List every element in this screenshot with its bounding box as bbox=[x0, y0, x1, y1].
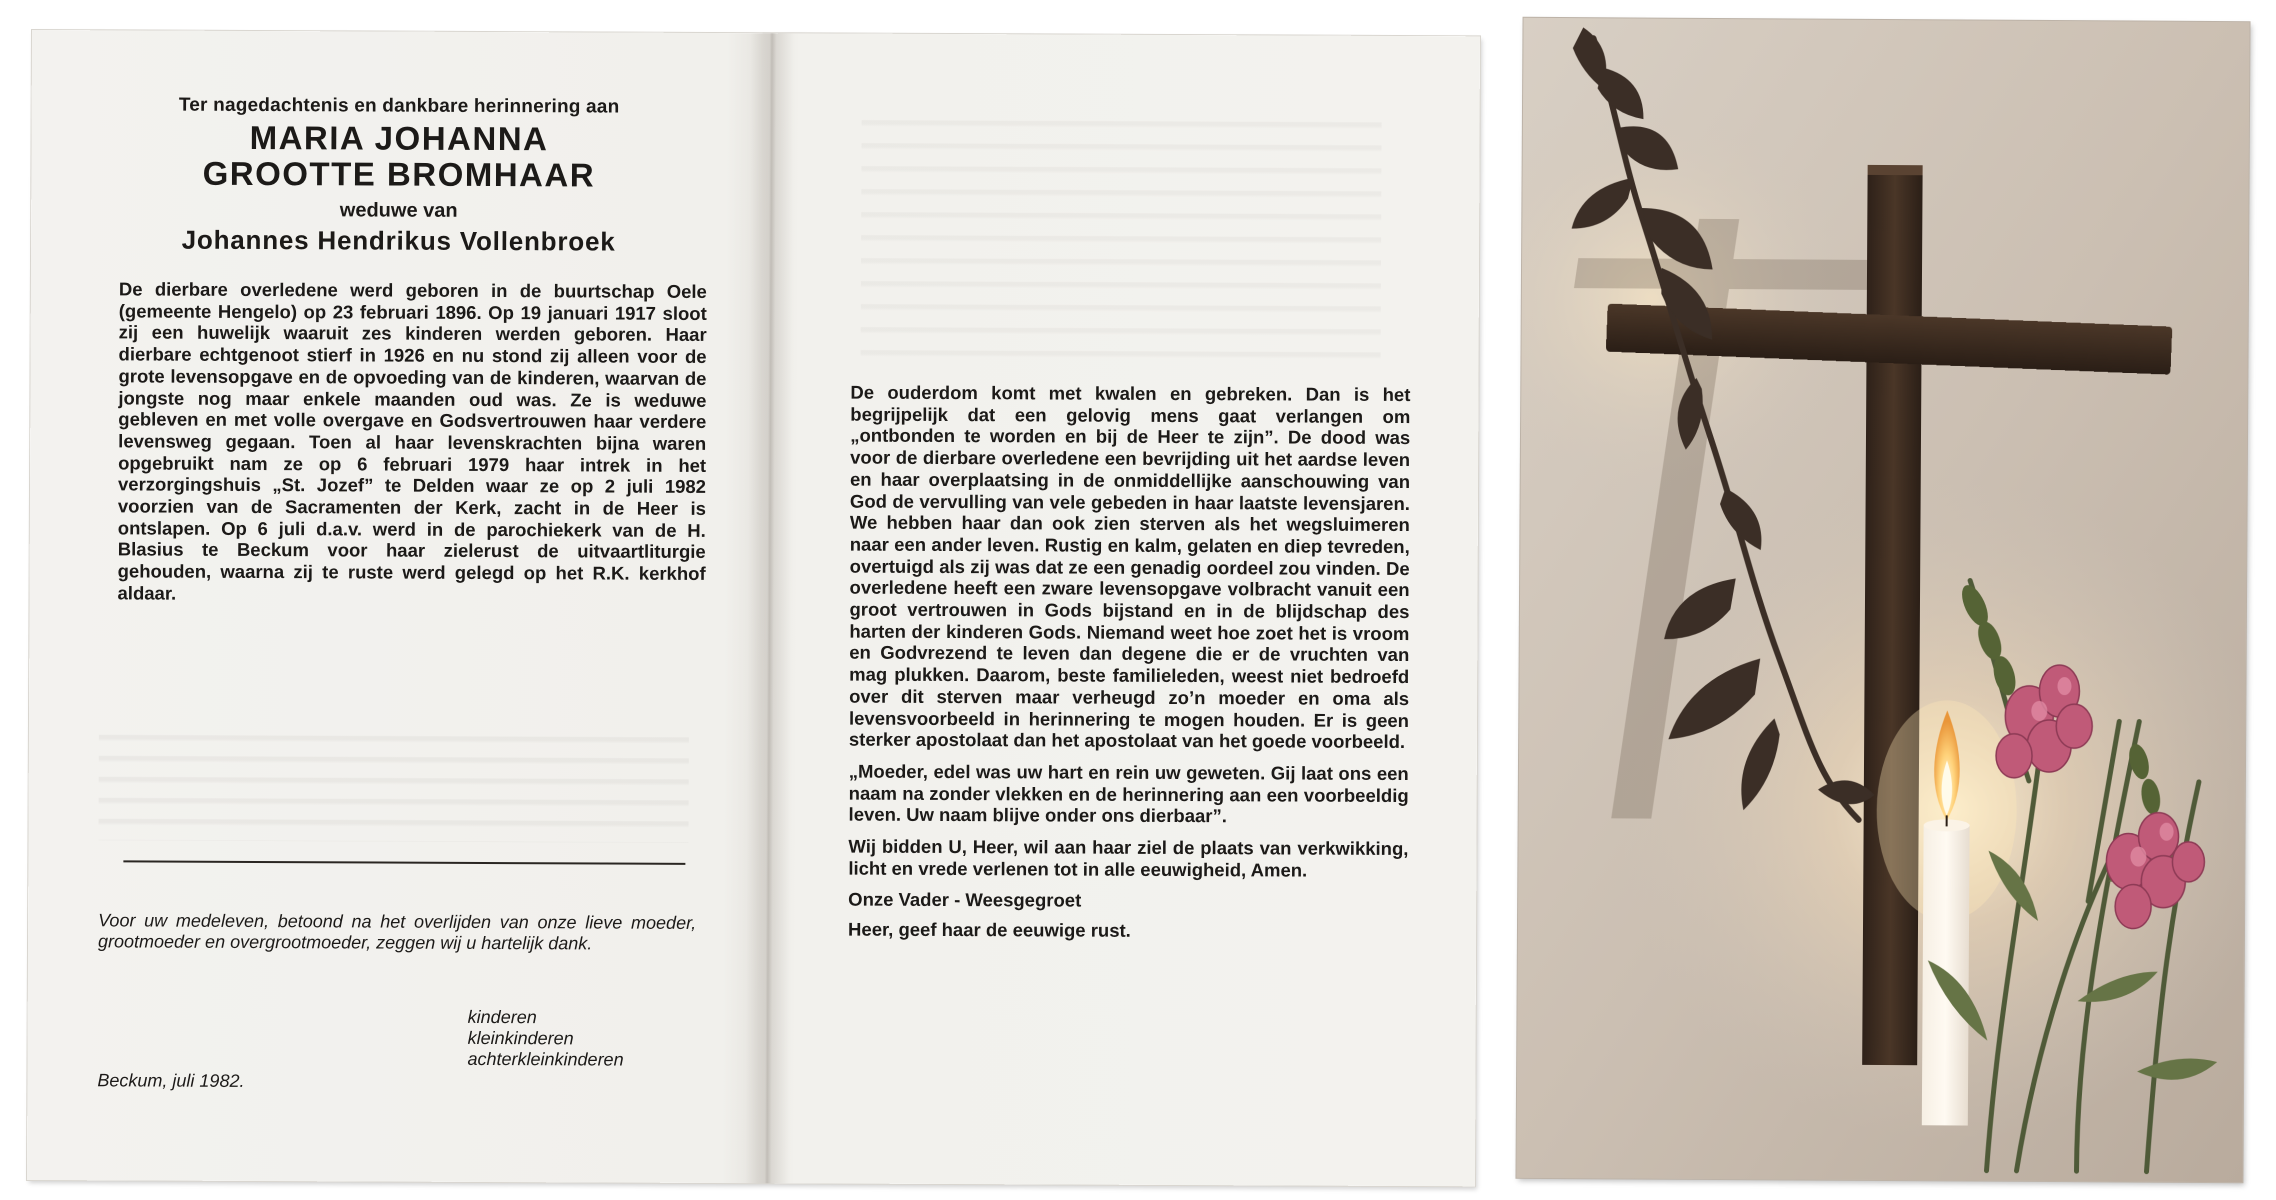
family-line: kinderen bbox=[467, 1006, 537, 1028]
family-line: kleinkinderen bbox=[467, 1027, 574, 1049]
husband-name: Johannes Hendrikus Vollenbroek bbox=[181, 224, 616, 257]
prayer-line: Heer, geef haar de eeuwige rust. bbox=[848, 918, 1131, 941]
biography-paragraph: De dierbare overledene werd geboren in de buurtschap Oele (gemeente Hengelo) op 23 februari 1896. Op 19 januari 1917 sloot zij een huwelijk waaruit zes kinderen werden geboren. Haar dierbare echtgenoot stierf in 1926 en nu stond zij alleen voor de grote levensopgave en de opvoeding van de kinderen, waarvan de jongste nog maar enkele maanden oud was. Ze is weduwe gebleven en met volle overgave en Godsvertrouwen haar verdere levensweg gegaan. Toen al haar levenskrachten bijna waren opgebruikt nam ze op 6 februari 1979 haar intrek in het verzorgingshuis „St. Jozef” te Delden waar ze op 2 juli 1982 voorzien van de Sacramenten der Kerk, zacht in de Heer is ontslapen. Op 6 juli d.a.v. werd in de parochiekerk van de H. Blasius te Beckum voor haar zielerust de uitvaartliturgie gehouden, waarna zij te ruste werd gelegd op het R.K. kerkhof aldaar. bbox=[117, 278, 707, 604]
place-date: Beckum, juli 1982. bbox=[97, 1070, 245, 1091]
family-signatories bbox=[467, 1007, 623, 1071]
widow-of-label: weduwe van bbox=[339, 199, 458, 222]
crucifix-photo bbox=[1516, 18, 2249, 1182]
left-panel bbox=[27, 30, 767, 1183]
divider-line bbox=[123, 860, 685, 864]
intro-text: Ter nagedachtenis en dankbare herinnering aan bbox=[178, 94, 620, 118]
deceased-name-line1: MARIA JOHANNA bbox=[249, 118, 549, 158]
quote-paragraph: „Moeder, edel was uw hart en rein uw geweten. Gij laat ons een naam na zonder vlekken en de herinnering aan een voorbeeldig leven. Uw naam blijve onder ons dierbaar”. bbox=[848, 760, 1409, 827]
photo-card bbox=[1516, 18, 2249, 1182]
bleed-through-text bbox=[98, 720, 689, 843]
right-panel bbox=[787, 33, 1480, 1186]
prayer-line: Onze Vader - Weesgegroet bbox=[848, 889, 1082, 912]
reflection-text bbox=[848, 382, 1410, 951]
reflection-paragraph: De ouderdom komt met kwalen en gebreken. Dan is het begrijpelijk dat een gelovig mens gaat verlangen om „ontbonden te worden en bij de Heer te zijn”. De dood was voor de dierbare overledene een bevrijding uit het aardse leven en haar overplaatsing in de onmiddellijke aanschouwing van God de vervulling van vele gebeden in haar laatste levensjaren. We hebben haar dan ook zien sterven als het wegsluimeren naar een ander leven. Rustig en kalm, gelaten en diep tevreden, overtuigd als zij was dat ze een genadig oordeel zou vinden. De overledene heeft een zware levensopgave volbracht vanuit een groot vertrouwen in Gods bijstand en in de blijdschap des harten der kinderen Gods. Niemand weet hoe zoet het is vroom en Godvrezend te leven dan degene die er de vruchten van mag plukken. Daarom, beste familieleden, weest niet bedroefd over dit sterven maar verheugd zo’n moeder en oma als levensvoorbeeld in herinnering te mogen houden. Er is geen sterker apostolaat dan het apostolaat van het goede voorbeeld. bbox=[848, 381, 1411, 753]
bleed-through-text bbox=[861, 104, 1382, 366]
family-line: achterkleinkinderen bbox=[467, 1048, 624, 1070]
thanks-paragraph: Voor uw medeleven, betoond na het overlijden van onze lieve moeder, grootmoeder en overgrootmoeder, zeggen wij u hartelijk dank. bbox=[97, 910, 697, 954]
memorial-card bbox=[27, 30, 1480, 1186]
deceased-name-line2: GROOTTE BROMHAAR bbox=[202, 154, 596, 194]
prayer-paragraph: Wij bidden U, Heer, wil aan haar ziel de plaats van verkwikking, licht en vrede verlenen tot in alle eeuwigheid, Amen. bbox=[848, 835, 1409, 881]
